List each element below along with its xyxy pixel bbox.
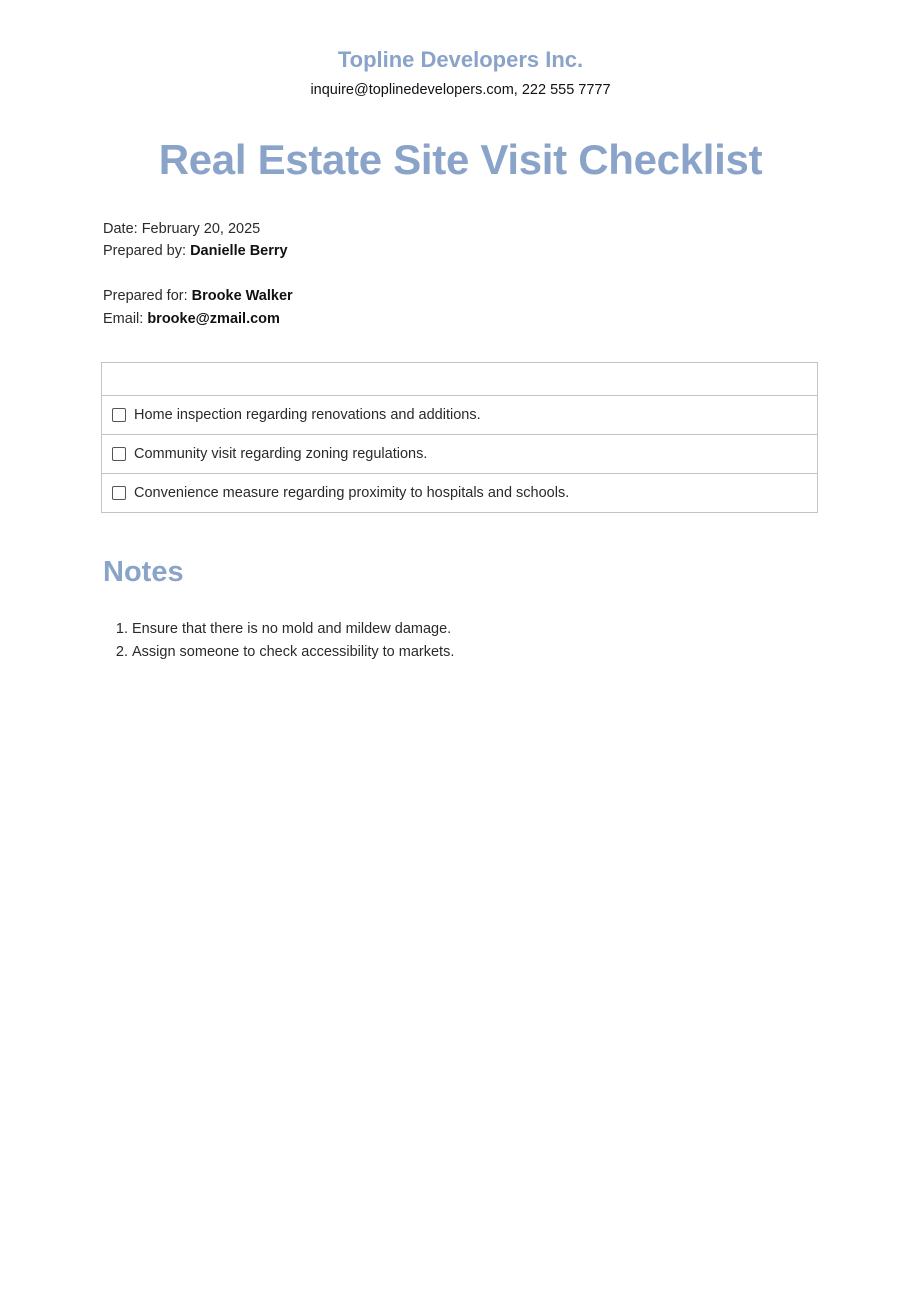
list-item xyxy=(103,618,454,641)
list-item-text: Ensure that there is no mold and mildew damage. xyxy=(132,621,452,637)
checklist-header xyxy=(102,363,817,396)
checklist-item[interactable] xyxy=(102,435,817,474)
prepared-by-label: Prepared by: xyxy=(103,243,187,259)
notes-list xyxy=(103,618,454,663)
checklist-item-label: Home inspection regarding renovations and additions. xyxy=(134,407,481,423)
checklist-item[interactable] xyxy=(102,474,817,512)
prepared-for-label: Prepared for: xyxy=(103,288,188,304)
checkbox[interactable] xyxy=(112,408,126,422)
list-item-number: 1 . xyxy=(103,618,128,641)
checkbox[interactable] xyxy=(112,486,126,500)
company-name: Topline Developers Inc. xyxy=(337,47,584,72)
document-title: Real Estate Site Visit Checklist xyxy=(158,136,763,183)
prepared-for-line xyxy=(103,286,293,306)
prepared-for-value: Brooke Walker xyxy=(191,288,293,304)
date-value: February 20, 2025 xyxy=(141,221,261,237)
checklist-item-label: Community visit regarding zoning regulations. xyxy=(134,446,428,462)
date-label: Date: xyxy=(103,221,138,237)
checkbox[interactable] xyxy=(112,447,126,461)
notes-heading: Notes xyxy=(103,556,184,588)
prepared-by-value: Danielle Berry xyxy=(190,243,288,259)
date-line xyxy=(103,219,260,239)
checklist-item[interactable] xyxy=(102,396,817,435)
company-contact: inquire@toplinedevelopers.com, 222 555 7777 xyxy=(310,82,611,98)
prepared-by-line xyxy=(103,241,288,261)
list-item-text: Assign someone to check accessibility to markets. xyxy=(132,643,455,660)
checklist-item-label: Convenience measure regarding proximity to hospitals and schools. xyxy=(134,485,570,501)
list-item xyxy=(103,641,454,664)
email-label: Email: xyxy=(103,311,144,327)
checklist-table xyxy=(101,362,818,513)
email-value: brooke@zmail.com xyxy=(147,311,280,327)
list-item-number: 2 . xyxy=(103,641,128,664)
email-line xyxy=(103,309,280,329)
